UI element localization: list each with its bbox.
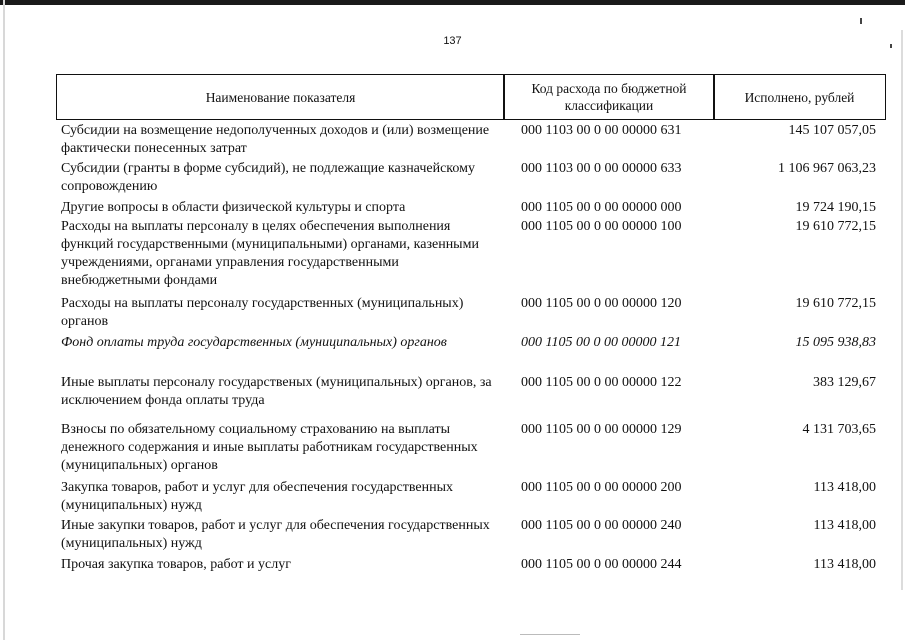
row-value: 19 724 190,15 — [795, 200, 876, 215]
row-value: 113 418,00 — [813, 557, 876, 572]
row-code: 000 1105 00 0 00 00000 122 — [521, 375, 682, 390]
row-value: 383 129,67 — [813, 375, 876, 390]
scan-right-edge — [901, 30, 903, 590]
row-code: 000 1105 00 0 00 00000 129 — [521, 422, 682, 437]
scan-mark — [860, 18, 862, 24]
header-name: Наименование показателя — [56, 74, 505, 120]
row-name: Фонд оплаты труда государственных (муниципальных) органов — [61, 335, 447, 350]
row-value: 113 418,00 — [813, 480, 876, 495]
page-number: 137 — [443, 35, 462, 47]
header-code: Код расхода по бюджетной классификации — [503, 74, 715, 120]
row-value: 19 610 772,15 — [795, 296, 876, 311]
row-code: 000 1103 00 0 00 00000 631 — [521, 123, 682, 138]
row-code: 000 1105 00 0 00 00000 120 — [521, 296, 682, 311]
row-code: 000 1105 00 0 00 00000 121 — [521, 335, 681, 350]
row-name: Иные закупки товаров, работ и услуг для обеспечения государственных (муниципальных) нужд — [61, 518, 490, 551]
row-value: 1 106 967 063,23 — [778, 161, 876, 176]
row-name: Расходы на выплаты персоналу в целях обеспечения выполнения функций государственными (муниципальными) органами, казенными учреждениями, органами управления государственными внебюджетными фондами — [61, 219, 479, 288]
row-code: 000 1105 00 0 00 00000 000 — [521, 200, 682, 215]
scan-mark — [520, 634, 580, 635]
row-value: 113 418,00 — [813, 518, 876, 533]
row-name: Прочая закупка товаров, работ и услуг — [61, 557, 291, 572]
row-name: Субсидии (гранты в форме субсидий), не подлежащие казначейскому сопровождению — [61, 161, 475, 194]
scan-top-border — [0, 0, 905, 5]
header-value: Исполнено, рублей — [713, 74, 886, 120]
row-name: Субсидии на возмещение недополученных доходов и (или) возмещение фактически понесенных затрат — [61, 123, 490, 156]
row-value: 15 095 938,83 — [795, 335, 876, 350]
row-name: Взносы по обязательному социальному страхованию на выплаты денежного содержания и иные выплаты работникам государственных (муниципальных) органов — [61, 422, 478, 473]
row-code: 000 1103 00 0 00 00000 633 — [521, 161, 682, 176]
row-code: 000 1105 00 0 00 00000 200 — [521, 480, 682, 495]
row-name: Иные выплаты персоналу государственых (муниципальных) органов, за исключением фонда оплаты труда — [61, 375, 492, 408]
row-value: 4 131 703,65 — [802, 422, 876, 437]
row-value: 145 107 057,05 — [788, 123, 876, 138]
row-name: Расходы на выплаты персоналу государственных (муниципальных) органов — [61, 296, 464, 329]
row-code: 000 1105 00 0 00 00000 244 — [521, 557, 682, 572]
row-name: Другие вопросы в области физической культуры и спорта — [61, 200, 406, 215]
row-code: 000 1105 00 0 00 00000 100 — [521, 219, 682, 234]
row-code: 000 1105 00 0 00 00000 240 — [521, 518, 682, 533]
scan-left-edge — [3, 0, 5, 640]
row-name: Закупка товаров, работ и услуг для обеспечения государственных (муниципальных) нужд — [61, 480, 454, 513]
row-value: 19 610 772,15 — [795, 219, 876, 234]
